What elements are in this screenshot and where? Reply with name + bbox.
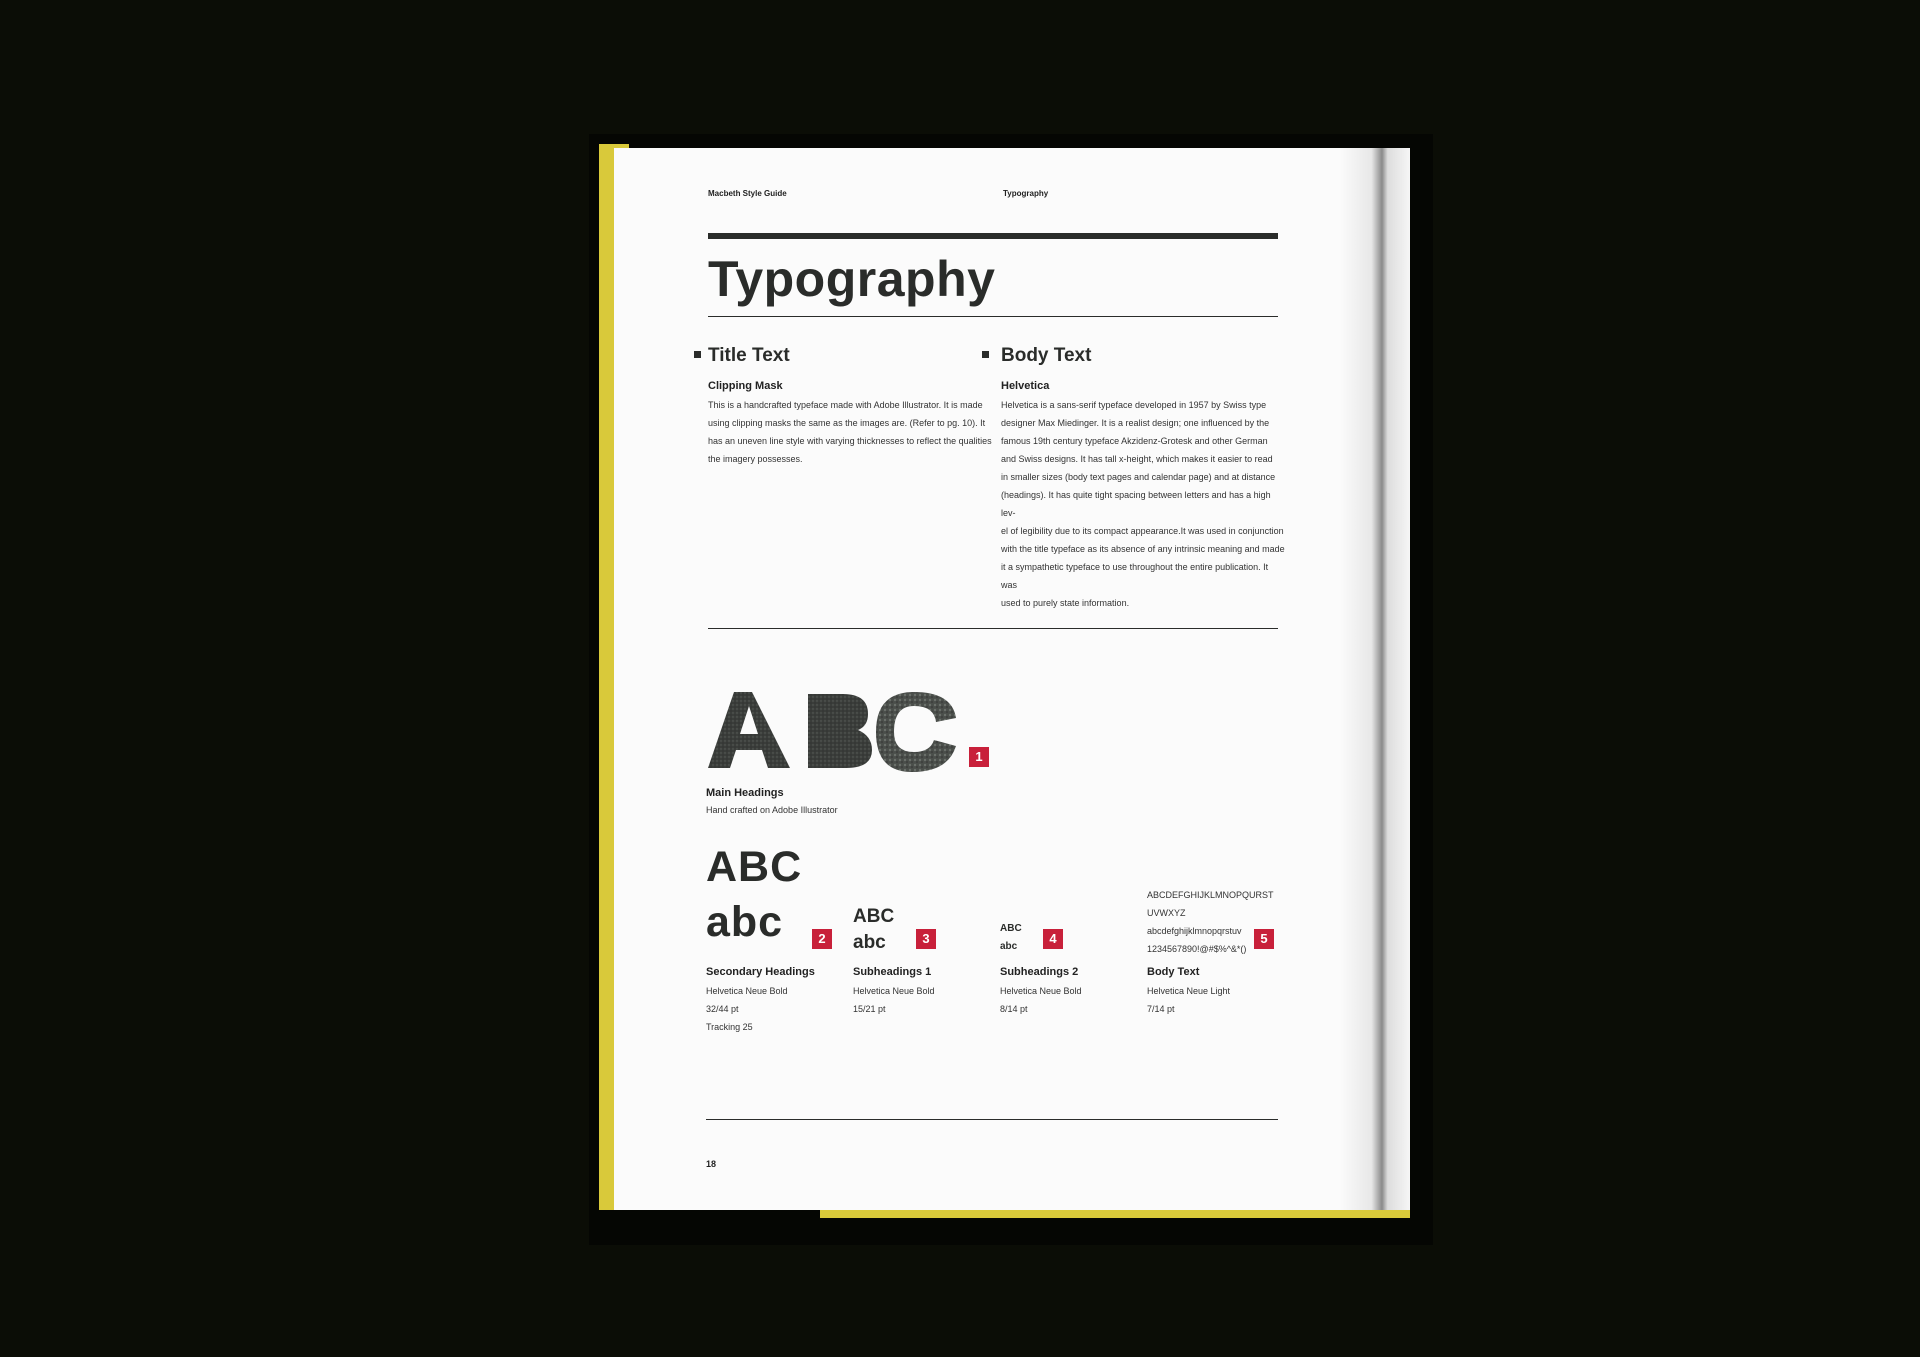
paragraph-line: designer Max Miedinger. It is a realist design; one influenced by the <box>1001 418 1270 428</box>
paragraph-line: with the title typeface as its absence of any intrinsic meaning and made <box>1001 544 1285 554</box>
subheading1-upper-sample: ABC <box>853 906 895 927</box>
spec-line: 32/44 pt <box>706 1004 739 1014</box>
glyph-line: 1234567890!@#$%^&*() <box>1147 944 1247 954</box>
subheading1-lower-sample: abc <box>853 932 886 953</box>
spec-line: 7/14 pt <box>1147 1004 1175 1014</box>
body-text-heading: Body Text <box>1001 345 1092 366</box>
paragraph-line: famous 19th century typeface Akzidenz-Grotesk and other German <box>1001 436 1268 446</box>
glyph-line: UVWXYZ <box>1147 908 1186 918</box>
spec-line: Helvetica Neue Bold <box>706 986 788 996</box>
title-rule-bottom <box>708 316 1278 317</box>
page-number: 18 <box>706 1159 717 1169</box>
spec-line: Tracking 25 <box>706 1022 753 1032</box>
bullet-icon <box>982 351 989 358</box>
paragraph-line: using clipping masks the same as the images are. (Refer to pg. 10). It <box>708 418 986 428</box>
subheadings1-label: Subheadings 1 <box>853 966 932 978</box>
secondary-headings-specs <box>706 982 788 1036</box>
handcrafted-abc-sample <box>708 688 958 778</box>
main-headings-desc: Hand crafted on Adobe Illustrator <box>706 805 838 815</box>
body-text-paragraph <box>1001 396 1286 612</box>
paragraph-line: el of legibility due to its compact appearance.It was used in conjunction <box>1001 526 1284 536</box>
spec-line: 15/21 pt <box>853 1004 886 1014</box>
paragraph-line: the imagery possesses. <box>708 454 803 464</box>
secondary-heading-upper-sample: ABC <box>706 843 803 891</box>
page-title: Typography <box>708 251 996 307</box>
body-text-specs <box>1147 982 1230 1018</box>
title-rule-top <box>708 233 1278 239</box>
spec-badge-4: 4 <box>1043 929 1063 949</box>
glyph-line: ABCDEFGHIJKLMNOPQURST <box>1147 890 1274 900</box>
main-headings-label: Main Headings <box>706 787 784 799</box>
title-text-subheading: Clipping Mask <box>708 380 783 392</box>
secondary-heading-lower-sample: abc <box>706 898 784 946</box>
paragraph-line: in smaller sizes (body text pages and calendar page) and at distance <box>1001 472 1276 482</box>
running-header-right: Typography <box>1003 189 1049 198</box>
paragraph-line: has an uneven line style with varying thicknesses to reflect the qualities <box>708 436 992 446</box>
running-header-left: Macbeth Style Guide <box>708 189 787 198</box>
body-text-spec-label: Body Text <box>1147 966 1200 978</box>
glyph-line: abcdefghijklmnopqrstuv <box>1147 926 1242 936</box>
title-text-heading: Title Text <box>708 345 790 366</box>
paragraph-line: This is a handcrafted typeface made with Adobe Illustrator. It is made <box>708 400 983 410</box>
document-page <box>614 148 1410 1210</box>
spec-line: 8/14 pt <box>1000 1004 1028 1014</box>
body-text-subheading: Helvetica <box>1001 380 1050 392</box>
paragraph-line: it a sympathetic typeface to use throughout the entire publication. It was <box>1001 562 1269 590</box>
page-gutter-shadow <box>1340 148 1410 1210</box>
paragraph-line: Helvetica is a sans-serif typeface developed in 1957 by Swiss type <box>1001 400 1267 410</box>
spec-line: Helvetica Neue Bold <box>1000 986 1082 996</box>
spec-badge-5: 5 <box>1254 929 1274 949</box>
subheading2-lower-sample: abc <box>1000 941 1018 952</box>
spec-line: Helvetica Neue Bold <box>853 986 935 996</box>
subheadings1-specs <box>853 982 935 1018</box>
subheadings2-specs <box>1000 982 1082 1018</box>
title-text-paragraph <box>708 396 1008 468</box>
subheading2-upper-sample: ABC <box>1000 923 1022 934</box>
spec-badge-3: 3 <box>916 929 936 949</box>
paragraph-line: used to purely state information. <box>1001 598 1130 608</box>
subheadings2-label: Subheadings 2 <box>1000 966 1079 978</box>
secondary-headings-label: Secondary Headings <box>706 966 815 978</box>
spec-line: Helvetica Neue Light <box>1147 986 1231 996</box>
spec-badge-1: 1 <box>969 747 989 767</box>
bullet-icon <box>694 351 701 358</box>
section-divider <box>708 628 1278 629</box>
spec-badge-2: 2 <box>812 929 832 949</box>
paragraph-line: and Swiss designs. It has tall x-height, which makes it easier to read <box>1001 454 1273 464</box>
footer-divider <box>706 1119 1278 1120</box>
paragraph-line: (headings). It has quite tight spacing between letters and has a high lev- <box>1001 490 1271 518</box>
